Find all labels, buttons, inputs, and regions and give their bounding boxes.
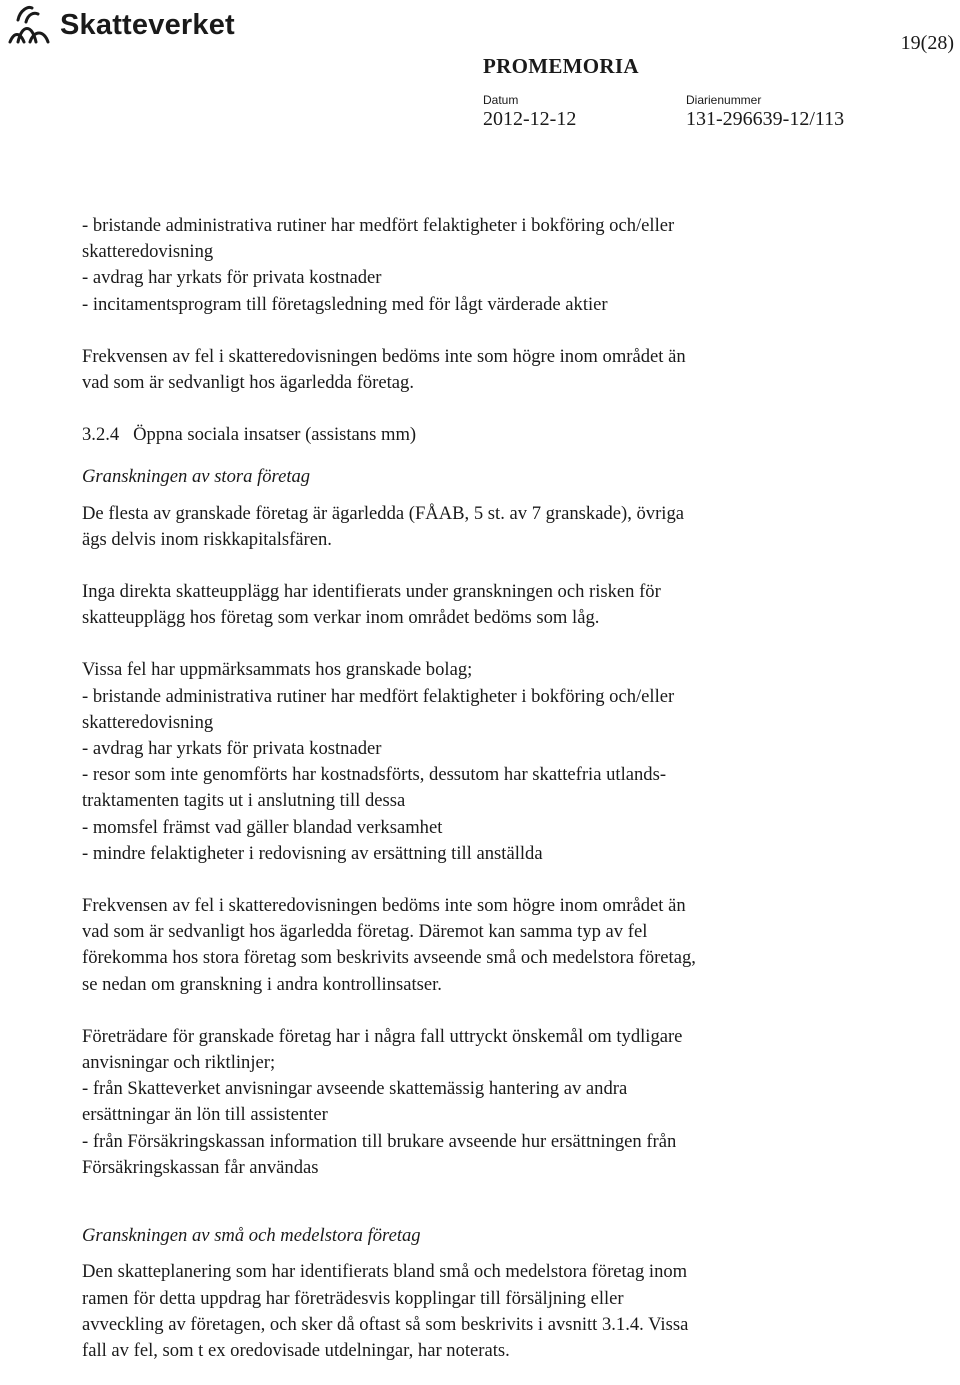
text-line: - från Skatteverket anvisningar avseende skattemässig hantering av andra	[82, 1078, 628, 1100]
text-line: avveckling av företagen, och sker då oftast så som beskrivits i avsnitt 3.1.4. Vissa	[82, 1313, 689, 1335]
text-line: - bristande administrativa rutiner har medfört felaktigheter i bokföring och/eller	[82, 685, 675, 707]
document-type: PROMEMORIA	[483, 54, 639, 78]
text-line: fall av fel, som t ex oredovisade utdelningar, har noterats.	[82, 1339, 510, 1361]
text-line: Vissa fel har uppmärksammats hos granskade bolag;	[82, 659, 473, 681]
small-paragraph-1	[82, 1259, 872, 1364]
text-line: ramen för detta uppdrag har företrädesvis kopplingar till försäljning eller	[82, 1287, 624, 1309]
text-line: Inga direkta skatteupplägg har identifierats under granskningen och risken för	[82, 581, 661, 603]
large-paragraph-2	[82, 579, 872, 631]
intro-list	[82, 213, 872, 318]
date-value: 2012-12-12	[483, 108, 577, 130]
text-line: Företrädare för granskade företag har i några fall uttryckt önskemål om tydligare	[82, 1025, 683, 1047]
text-line: Den skatteplanering som har identifierats bland små och medelstora företag inom	[82, 1261, 688, 1283]
text-line: - mindre felaktigheter i redovisning av ersättning till anställda	[82, 842, 543, 864]
section-heading: 3.2.4 Öppna sociala insatser (assistans mm)	[82, 424, 417, 446]
large-paragraph-1	[82, 501, 872, 553]
text-line: - avdrag har yrkats för privata kostnader	[82, 267, 382, 289]
frequency-paragraph	[82, 344, 872, 396]
text-line: skatteredovisning	[82, 241, 214, 263]
text-line: skatteupplägg hos företag som verkar inom området bedöms som låg.	[82, 607, 600, 629]
large-paragraph-3	[82, 657, 872, 867]
text-line: - från Försäkringskassan information till brukare avseende hur ersättningen från	[82, 1130, 677, 1152]
page-number: 19(28)	[900, 32, 954, 54]
org-name: Skatteverket	[60, 8, 235, 41]
text-line: Försäkringskassan får användas	[82, 1156, 319, 1178]
text-line: - incitamentsprogram till företagsledning med för lågt värderade aktier	[82, 293, 608, 315]
text-line: vad som är sedvanligt hos ägarledda företag. Däremot kan samma typ av fel	[82, 921, 648, 943]
text-line: - resor som inte genomförts har kostnadsförts, dessutom har skattefria utlands-	[82, 764, 667, 786]
large-paragraph-5	[82, 1024, 872, 1181]
text-line: - momsfel främst vad gäller blandad verksamhet	[82, 816, 443, 838]
text-line: anvisningar och riktlinjer;	[82, 1052, 276, 1074]
large-paragraph-4	[82, 893, 872, 998]
text-line: skatteredovisning	[82, 711, 214, 733]
registration-number-label: Diarienummer	[686, 93, 762, 107]
text-line: Frekvensen av fel i skatteredovisningen bedöms inte som högre inom området än	[82, 345, 686, 367]
text-line: De flesta av granskade företag är ägarledda (FÅAB, 5 st. av 7 granskade), övriga	[82, 502, 684, 524]
text-line: - avdrag har yrkats för privata kostnader	[82, 738, 382, 760]
text-line: förekomma hos stora företag som beskrivits avseende små och medelstora företag,	[82, 947, 696, 969]
crown-emblem-icon	[4, 2, 54, 48]
text-line: - bristande administrativa rutiner har medfört felaktigheter i bokföring och/eller	[82, 215, 675, 236]
subheading-large-companies: Granskningen av stora företag	[82, 466, 311, 488]
text-line: ägs delvis inom riskkapitalsfären.	[82, 528, 332, 550]
text-line: ersättningar än lön till assistenter	[82, 1104, 328, 1126]
text-line: Frekvensen av fel i skatteredovisningen bedöms inte som högre inom området än	[82, 895, 686, 917]
text-line: vad som är sedvanligt hos ägarledda företag.	[82, 372, 414, 394]
skatteverket-logo	[4, 2, 235, 48]
document-body	[82, 213, 872, 1364]
text-line: traktamenten tagits ut i anslutning till dessa	[82, 790, 406, 812]
date-label: Datum	[483, 93, 519, 107]
text-line: se nedan om granskning i andra kontrollinsatser.	[82, 973, 442, 995]
registration-number-value: 131-296639-12/113	[686, 108, 845, 130]
subheading-small-medium-companies: Granskningen av små och medelstora företag	[82, 1225, 421, 1247]
